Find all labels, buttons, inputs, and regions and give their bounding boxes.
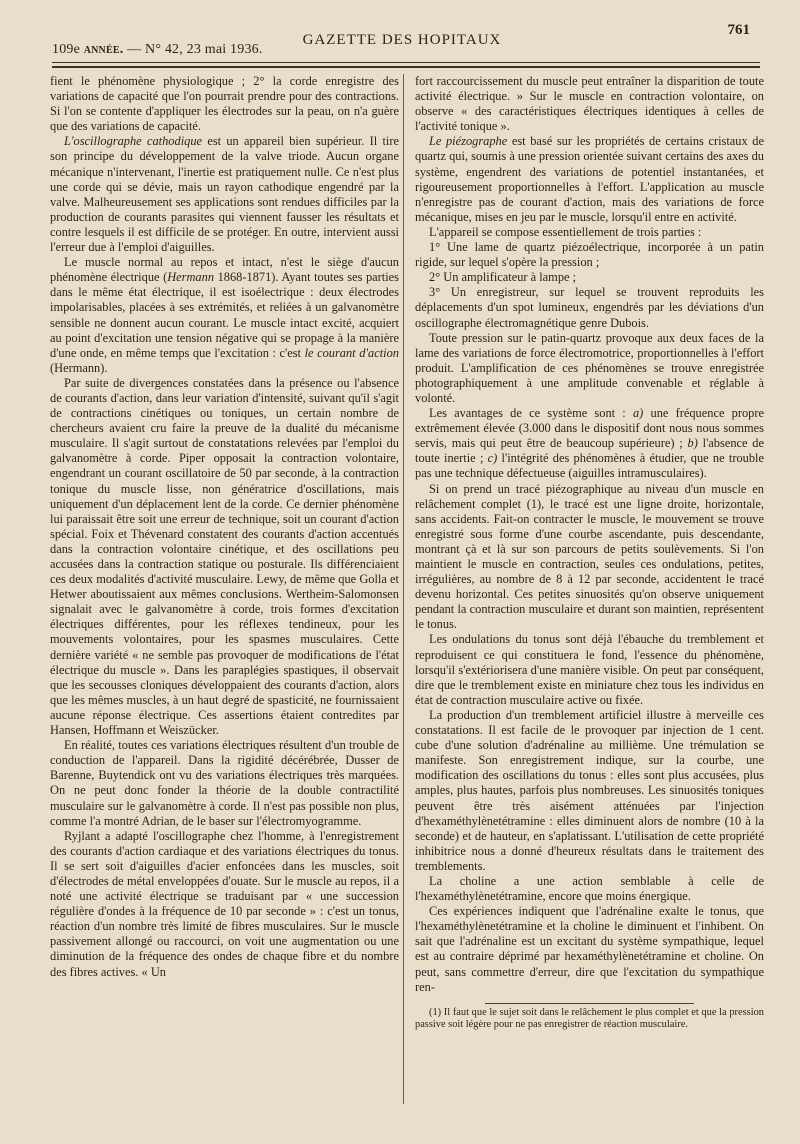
emphasis: c) bbox=[487, 451, 498, 466]
paragraph: Ces expériences indiquent que l'adrénaline exalte le tonus, que l'hexaméthylènetétramine et la choline le diminuent et l'inhibent. On sait que l'adrénaline est un excitant du système sympathique, lequel est au contraire déprimé par hexaméthylènetétramine et choline. On peut, sans commettre d'erreur, dire que l'excitation du sympathique ren- bbox=[415, 904, 764, 994]
list-item: 1° Une lame de quartz piézoélectrique, incorporée à un patin rigide, sur lequel s'opère la pression ; bbox=[415, 240, 764, 270]
emphasis: L'oscillographe cathodique bbox=[64, 134, 203, 149]
emphasis: le courant d'action bbox=[304, 345, 399, 360]
page-header bbox=[52, 18, 752, 62]
paragraph-text: est un appareil bien supérieur. Il tire son principe du développement de la valve triode. Aucun organe mécanique n'intervenant, l'inertie est pratiquement nulle. Ce n'est plus une corde qui se dévie, mais un rayon cathodique engendré par la valve. Malheureusement ses applications sont rendues difficiles par la production de courants parasites qui viennent fausser les résultats et contre lesquels il est difficile de se protéger. En outre, intervient aussi l'erreur due à l'emploi d'aiguilles. bbox=[50, 134, 399, 255]
paragraph: L'appareil se compose essentiellement de trois parties : bbox=[429, 224, 702, 239]
paragraph bbox=[415, 134, 764, 225]
paragraph-text: l'absence de toute inertie ; bbox=[415, 436, 764, 466]
paragraph: fient le phénomène physiologique ; 2° la corde enregistre des variations de capacité que l'on pourrait prendre pour des contractions. Si l'on se contente d'appliquer les électrodes sur la peau, on n'a guère que des variations de capacité. bbox=[50, 74, 399, 134]
page-number: 761 bbox=[727, 22, 750, 38]
header-rule-thin bbox=[52, 62, 760, 63]
paragraph-text: 1868-1871). Ayant toutes ses parties dans le même état électrique, il est isoélectrique : deux électrodes impolarisables, placées à ses extrémités, et reliées à un galvanomètre sensible ne donnent aucun courant. Le muscle intact excité, acquiert au point d'excitation une tension négative qui se propage à la manière d'une onde, en même temps que l'excitation : c'est bbox=[50, 270, 399, 360]
paragraph: En réalité, toutes ces variations électriques résultent d'un trouble de conduction de l'appareil. Dans la rigidité décérébrée, Dusser de Barenne, Buytendick ont vu des variations électriques très marquées. On ne peut donc fonder la théorie de la double contractilité musculaire sur le galvanomètre à corde. Il n'est pas possible non plus, comme l'a montré Adrian, de le baser sur l'électromyogramme. bbox=[50, 738, 399, 828]
paragraph-text: est basé sur les propriétés de certains cristaux de quartz qui, soumis à une pression orientée suivant certains des axes du système, engendrent des variations de potentiel instantanées, et rigoureusement proportionnelles à l'effort. L'application au muscle n'enregistre pas de courant d'action, mais des variations de force mécanique, mises en jeu par le muscle, lorsqu'il entre en activité. bbox=[415, 134, 764, 224]
emphasis: a) bbox=[632, 406, 644, 421]
right-column bbox=[415, 74, 764, 1126]
paragraph: Par suite de divergences constatées dans la présence ou l'absence de courants d'action, dans leur variation d'intensité, suivant qu'il s'agit de contractions cinétiques ou toniques, un certain nombre de chercheurs avaient cru faire la preuve de la dualité du mécanisme musculaire. Il s'agit surtout de constatations relevées par l'emploi du galvanomètre à corde. Piper opposait la contraction volontaire, engendrant un courant oscillatoire de 50 par seconde, à la contraction tonique du muscle lisse, non génératrice d'oscillations, mais uniquement d'un déplacement lent de la corde. Ce dernier phénomène lui paraissait être soit une erreur de technique, soit un courant d'action spécial. Foix et Thévenard constatent des courants d'action accentués dans la contraction volontaire cinétique, et des oscillations peu accusées dans la contraction statique ou posturale. Ils différenciaient ces deux modalités d'activité musculaire. Lewy, de même que Golla et Hetwer aboutissaient aux mêmes conclusions. Wertheim-Salomonsen signalait avec le galvanomètre à corde, trois formes d'excitation électriques différentes, pour les réflexes tendineux, pour les mouvements volontaires, pour les spasmes musculaires. Cette dernière variété « ne semble pas provoquer de modifications de l'état électrique du muscle ». Dans les paraplégies spastiques, il observait que les secousses cloniques développaient des courants d'action, alors que les mêmes muscles, à un haut degré de spasticité, ne fournissaient aucune réponse électrique. Ces assertions étaient contredites par Hansen, Hoffmann et Weiszücker. bbox=[50, 375, 399, 738]
issue-label: année. bbox=[83, 42, 124, 57]
emphasis: b) bbox=[687, 436, 698, 451]
text-columns bbox=[50, 74, 764, 1126]
paragraph: fort raccourcissement du muscle peut entraîner la disparition de toute activité électrique. » Sur le muscle en contraction volontaire, on observe « des caractéristiques électriques identiques à celles de l'activité tonique ». bbox=[415, 74, 764, 134]
list-item: 2° Un amplificateur à lampe ; bbox=[429, 270, 577, 285]
paragraph bbox=[415, 406, 764, 481]
emphasis: Hermann bbox=[167, 270, 215, 285]
issue-year: 109e bbox=[52, 42, 81, 57]
paragraph: Ryjlant a adapté l'oscillographe chez l'homme, à l'enregistrement des courants d'action cardiaque et des variations électriques du tonus. Il se sert soit d'aiguilles d'acier enfoncées dans les muscles, soit d'électrodes de métal enveloppées d'ouate. Sur le muscle au repos, il a noté une activité électrique se traduisant par « une succession régulière d'ondes à la fréquence de 10 par seconde » : c'est un tonus, réaction d'un nombre très limité de fibres musculaires. Sur le muscle passivement allongé ou raccourci, on voit une augmentation ou une diminution de la fréquence des ondes de chaque fibre et du nombre des fibres actives. « Un bbox=[50, 828, 399, 979]
paragraph-text: Le muscle normal au repos et intact, n'est le siège d'aucun phénomène électrique ( bbox=[50, 255, 399, 285]
journal-title: GAZETTE DES HOPITAUX bbox=[302, 32, 502, 48]
paragraph-text: Les avantages de ce système sont : bbox=[429, 406, 633, 421]
paragraph: Les ondulations du tonus sont déjà l'ébauche du tremblement et reproduisent ce qui constituera le fond, l'essence du phénomène, lorsqu'il s'extériorisera d'une manière visible. On peut par conséquent, dire que le tremblement existe en miniature chez tous les individus en état de contraction musculaire active ou fixée. bbox=[415, 632, 764, 707]
paragraph-text: l'intégrité des phénomènes à étudier, que ne trouble pas une technique défectueuse (aiguilles intramusculaires). bbox=[415, 451, 764, 481]
paragraph bbox=[50, 255, 399, 376]
paragraph-text: une fréquence propre extrêmement élevée (3.000 dans le dispositif dont nous nous sommes servis, mais qui peut être de beaucoup supérieure) ; bbox=[415, 406, 764, 451]
footnote bbox=[415, 1007, 764, 1032]
emphasis: Le piézographe bbox=[429, 134, 508, 149]
footnote-rule bbox=[485, 1003, 694, 1004]
paragraph: Toute pression sur le patin-quartz provoque aux deux faces de la lame des variations de force électromotrice, proportionnelles à l'effort produit. L'amplification de ces phénomènes se trouve enregistrée photographiquement à une amplitude convenable et réglable à volonté. bbox=[415, 330, 764, 405]
list-item: 3° Un enregistreur, sur lequel se trouvent reproduits les déplacements d'un spot lumineux, engendrés par les déviations d'un oscillographe électromagnétique genre Dubois. bbox=[415, 285, 764, 330]
paragraph: La production d'un tremblement artificiel illustre à merveille ces constatations. Il est facile de le provoquer par injection de 1 cent. cube d'une solution d'adrénaline au millième. Une trémulation se manifeste. Son enregistrement indique, sur la courbe, une modification des oscillations du tonus : elles sont plus accusées, plus amples, plus hautes, parfois plus nombreuses. Les sinuosités toniques peuvent être très aisément atténuées par l'injection d'hexaméthylènetétramine : elles diminuent alors de nombre (10 à la seconde) et de hauteur, en s'aplatissant. L'utilisation de cette propriété inhibitrice nous a donné d'heureux résultats dans le traitement des tremblements. bbox=[415, 707, 764, 873]
paragraph: La choline a une action semblable à celle de l'hexaméthylènetétramine, encore que moins énergique. bbox=[415, 873, 764, 904]
header-rule-thick bbox=[52, 66, 760, 68]
left-column bbox=[50, 74, 399, 1126]
footnote-text: (1) Il faut que le sujet soit dans le relâchement le plus complet et que la pression passive soit légère pour ne pas enregistrer de réaction musculaire. bbox=[415, 1006, 764, 1031]
paragraph-text: (Hermann). bbox=[50, 360, 108, 375]
issue-number-date: — N° 42, 23 mai 1936. bbox=[127, 42, 263, 57]
paragraph: Si on prend un tracé piézographique au niveau d'un muscle en relâchement complet (1), le tracé est une ligne droite, horizontale, sans accidents. Fait-on contracter le muscle, le mouvement se trouve enregistré sous forme d'une courbe ascendante, puis descendante, montrant çà et là sur son parcours de petits soulèvements. Si l'on maintient le muscle en contraction, seules ces ondulations, petites, irrégulières, au nombre de 8 à 12 par seconde, accidentent le tracé devenu horizontal. Ces petites sinuosités qu'on observe uniquement pendant la contraction musculaire et durant son maintien, représentent le tonus. bbox=[415, 481, 764, 632]
paragraph bbox=[50, 134, 399, 255]
